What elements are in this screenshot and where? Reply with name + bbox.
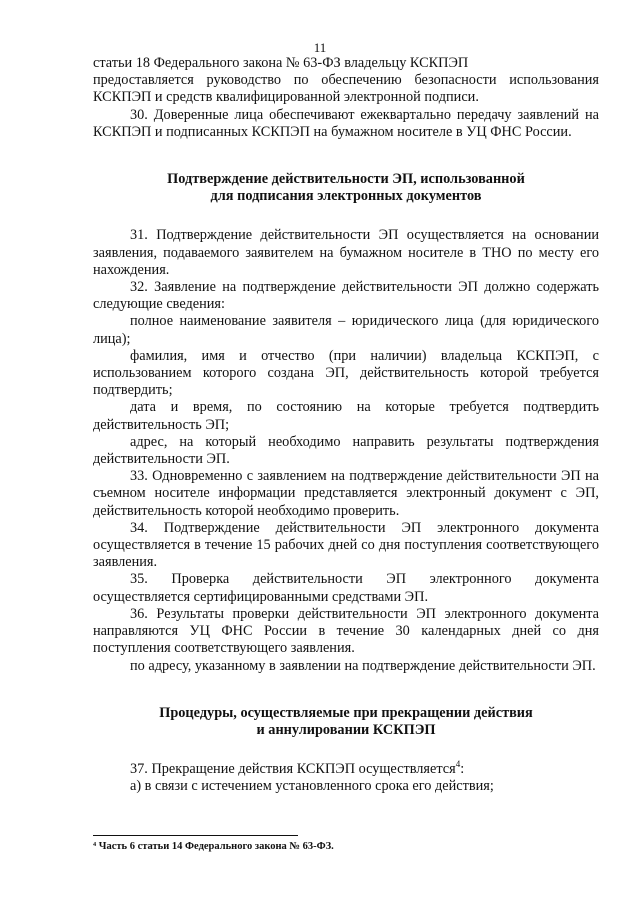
section-heading-1-line-2: для подписания электронных документов <box>210 188 482 205</box>
paragraph-35: 35. Проверка действительности ЭП электронного документа осуществляется сертифицированными средствами ЭП. <box>93 571 599 605</box>
paragraph-36-item: по адресу, указанному в заявлении на подтверждение действительности ЭП. <box>130 657 596 674</box>
paragraph-continuation: статьи 18 Федерального закона № 63-ФЗ владельцу КСКПЭП <box>93 55 469 71</box>
section-heading-1-line-1: Подтверждение действительности ЭП, использованной <box>167 171 525 188</box>
paragraph-37-item-a: а) в связи с истечением установленного срока его действия; <box>130 778 494 795</box>
paragraph-31: 31. Подтверждение действительности ЭП осуществляется на основании заявления, подаваемого заявителем на бумажном носителе в ТНО по месту его нахождения. <box>93 227 599 278</box>
document-body <box>93 55 599 796</box>
paragraph-32-item-c: дата и время, по состоянию на которые требуется подтвердить действительность ЭП; <box>93 399 599 433</box>
paragraph-37-colon: : <box>460 761 465 778</box>
paragraph-32-item-d: адрес, на который необходимо направить результаты подтверждения действительности ЭП. <box>93 433 599 468</box>
paragraph-37-text: 37. Прекращение действия КСКПЭП осуществляется <box>130 761 456 778</box>
paragraph-32-item-b: фамилия, имя и отчество (при наличии) владельца КСКПЭП, с использованием которого создана ЭП, действительность которой требуется подтвердить; <box>93 347 599 399</box>
section-heading-2-line-1: Процедуры, осуществляемые при прекращении действия <box>159 704 533 721</box>
paragraph-36: 36. Результаты проверки действительности ЭП электронного документа направляются УЦ ФНС России в течение 30 календарных дней со дня поступления соответствующего заявления. <box>93 605 599 657</box>
paragraph-32-item-a: полное наименование заявителя – юридического лица (для юридического лица); <box>93 313 599 347</box>
section-heading-2-line-2: и аннулировании КСКПЭП <box>256 721 436 738</box>
footnote-ref-4: 4 <box>455 759 461 770</box>
paragraph-30: 30. Доверенные лица обеспечивают ежеквартально передачу заявлений на КСКПЭП и подписанных КСКПЭП на бумажном носителе в УЦ ФНС России. <box>93 106 599 140</box>
footnote-divider <box>93 835 298 836</box>
paragraph-34: 34. Подтверждение действительности ЭП электронного документа осуществляется в течение 15 рабочих дней со дня поступления соответствующего заявления. <box>93 519 599 571</box>
paragraph-continuation-2: предоставляется руководство по обеспечению безопасности использования КСКПЭП и средств квалифицированной электронной подписи. <box>93 72 599 106</box>
paragraph-37 <box>93 761 599 778</box>
footnote-4: ⁴ Часть 6 статьи 14 Федерального закона № 63-ФЗ. <box>93 841 334 852</box>
page-number: 11 <box>313 40 327 55</box>
paragraph-33: 33. Одновременно с заявлением на подтверждение действительности ЭП на съемном носителе информации представляется электронный документ с ЭП, действительность которой необходимо проверить. <box>93 468 599 519</box>
paragraph-32: 32. Заявление на подтверждение действительности ЭП должно содержать следующие сведения: <box>93 279 599 313</box>
